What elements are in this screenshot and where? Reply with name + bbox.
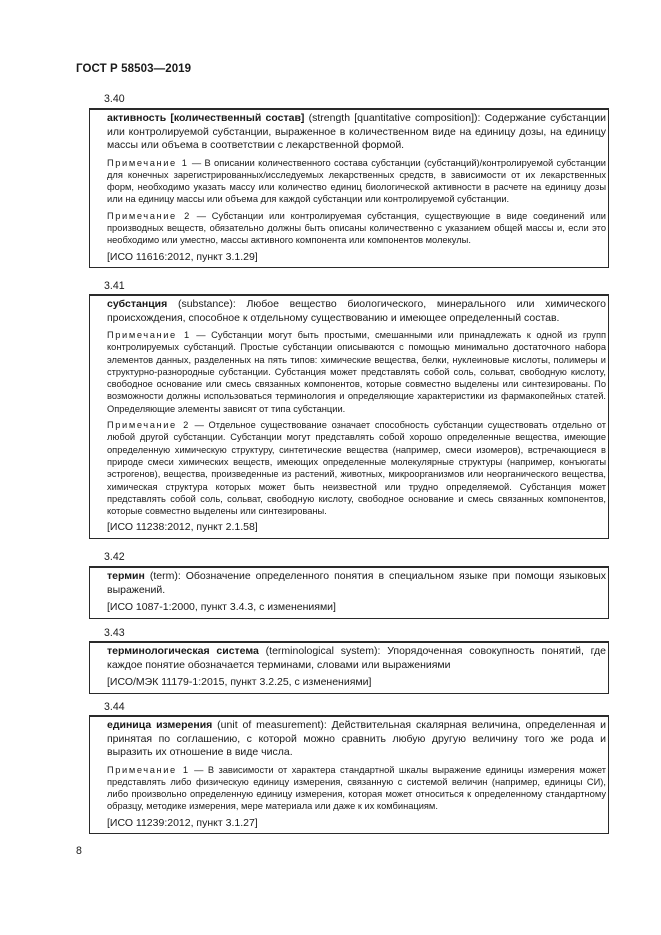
- entry-box: [89, 641, 609, 694]
- definition: [107, 645, 606, 672]
- note: [107, 419, 606, 517]
- definition-text: (unit of measurement): Действительная скалярная величина, определенная и принятая по соглашению, с которой можно сравнить любую другую величину того же рода и выразить их отношение в виде числа.: [107, 719, 606, 758]
- entry-box: [89, 108, 609, 268]
- note: [107, 210, 606, 247]
- note-text: — В зависимости от характера стандартной шкалы выражение единицы измерения может представлять либо физическую единицу измерения, связанную с системой величин (например, единицы СИ), либо произвольно определенную единицу измерения, которая может относиться к определенному стандартному образцу, методике измерения, мере материала или даже к их комбинациям.: [107, 764, 607, 812]
- definition-text: (term): Обозначение определенного понятия в специальном языке при помощи языковых выражений.: [107, 570, 606, 596]
- note: [107, 157, 606, 206]
- entry-box: [89, 566, 609, 619]
- note-text: — Субстанции могут быть простыми, смешанными или принадлежать к одной из групп контролируемых субстанций. Простые субстанции описываются с помощью минимально достаточного набора элементов данных, разделенных на пять типов: химические вещества, белки, нуклеиновые кислоты, полимеры и структурно-разнородные субстанции. Субстанция может представлять собой соль, сольват, свободную кислоту, свободное основание или смесь связанных компонентов, которые совместно выделены или синтезированы. По возможности должны использоваться терминология и определяющие характеристики из фармакопейных статей. Определяющие элементы зависят от типа субстанции.: [107, 330, 607, 414]
- entry-number: 3.40: [104, 93, 125, 105]
- definition: [107, 298, 606, 325]
- note-label: Примечание 2: [107, 420, 190, 431]
- entry-number: 3.43: [104, 627, 125, 639]
- source-reference: [ИСО 11238:2012, пункт 2.1.58]: [107, 521, 258, 534]
- definition-text: (substance): Любое вещество биологического, минерального или химического происхождения, способное к отдельному существованию и имеющее определенный состав.: [107, 298, 606, 324]
- note-text: — В описании количественного состава субстанции (субстанций)/контролируемой субстанции для конечных зарегистрированных/исследуемых лекарственных средств, в зависимости от их лекарственных форм, необходимо указать массу или количество единиц биологической активности в расчете на единицу дозы или на единицу массы или объема для каждой субстанции или контролируемой субстанции.: [107, 157, 606, 205]
- page-number: 8: [76, 845, 82, 857]
- term: активность [количественный состав]: [107, 112, 305, 124]
- note-text: — Отдельное существование означает способность субстанции существовать отдельно от любой другой субстанции. Субстанции могут представлять собой хорошо определенные вещества, имеющие определенную химическую структуру, синтетические вещества (например, смеси изомеров), встречающиеся в природе смеси химических веществ, имеющих определенные молекулярные структуры (например, конъюгаты эстрогенов), вещества, произведенные из растений, животных, микроорганизмов или неорганического вещества, химическая структура которых может быть неизвестной или трудно определяемой. Субстанция может представлять собой соль, сольват, свободную кислоту, свободное основание и смесь связанных компонентов, которые совместно выделены или синтезированы.: [107, 420, 606, 517]
- source-reference: [ИСО 11616:2012, пункт 3.1.29]: [107, 250, 258, 263]
- definition: [107, 112, 606, 153]
- entry-box: [89, 715, 609, 834]
- entry-number: 3.44: [104, 701, 125, 713]
- note-text: — Субстанции или контролируемая субстанция, существующие в виде соединений или производных веществ, обязательно должны быть описаны количественно с указанием общей массы и, если это необходимо или уместно, массы активного компонента или компонентов молекулы.: [107, 210, 606, 246]
- note: [107, 329, 606, 415]
- source-reference: [ИСО 11239:2012, пункт 3.1.27]: [107, 816, 258, 829]
- note-label: Примечание 2: [107, 210, 191, 221]
- note-label: Примечание 1: [107, 330, 191, 340]
- source-reference: [ИСО 1087-1:2000, пункт 3.4.3, с изменениями]: [107, 601, 336, 613]
- definition-text: (terminological system): Упорядоченная совокупность понятий, где каждое понятие обозначается терминами, словами или выражениями: [107, 645, 606, 671]
- term: субстанция: [107, 298, 168, 310]
- entry-box: [89, 294, 609, 539]
- note: [107, 764, 606, 813]
- note-label: Примечание 1: [107, 764, 190, 775]
- definition-text: (strength [quantitative composition]): Содержание субстанции или контролируемой субстанции, выраженное в количественном виде на единицу дозы, на единицу массы или объема в соответствии с лекарственной формой.: [107, 112, 606, 151]
- document-header: ГОСТ Р 58503—2019: [76, 63, 192, 75]
- note-label: Примечание 1: [107, 157, 189, 168]
- entry-number: 3.42: [104, 551, 125, 563]
- entry-number: 3.41: [104, 280, 125, 292]
- term: термин: [107, 570, 145, 582]
- definition: [107, 570, 606, 597]
- term: терминологическая система: [107, 645, 259, 657]
- definition: [107, 719, 606, 760]
- term: единица измерения: [107, 719, 213, 731]
- source-reference: [ИСО/МЭК 11179-1:2015, пункт 3.2.25, с изменениями]: [107, 676, 372, 688]
